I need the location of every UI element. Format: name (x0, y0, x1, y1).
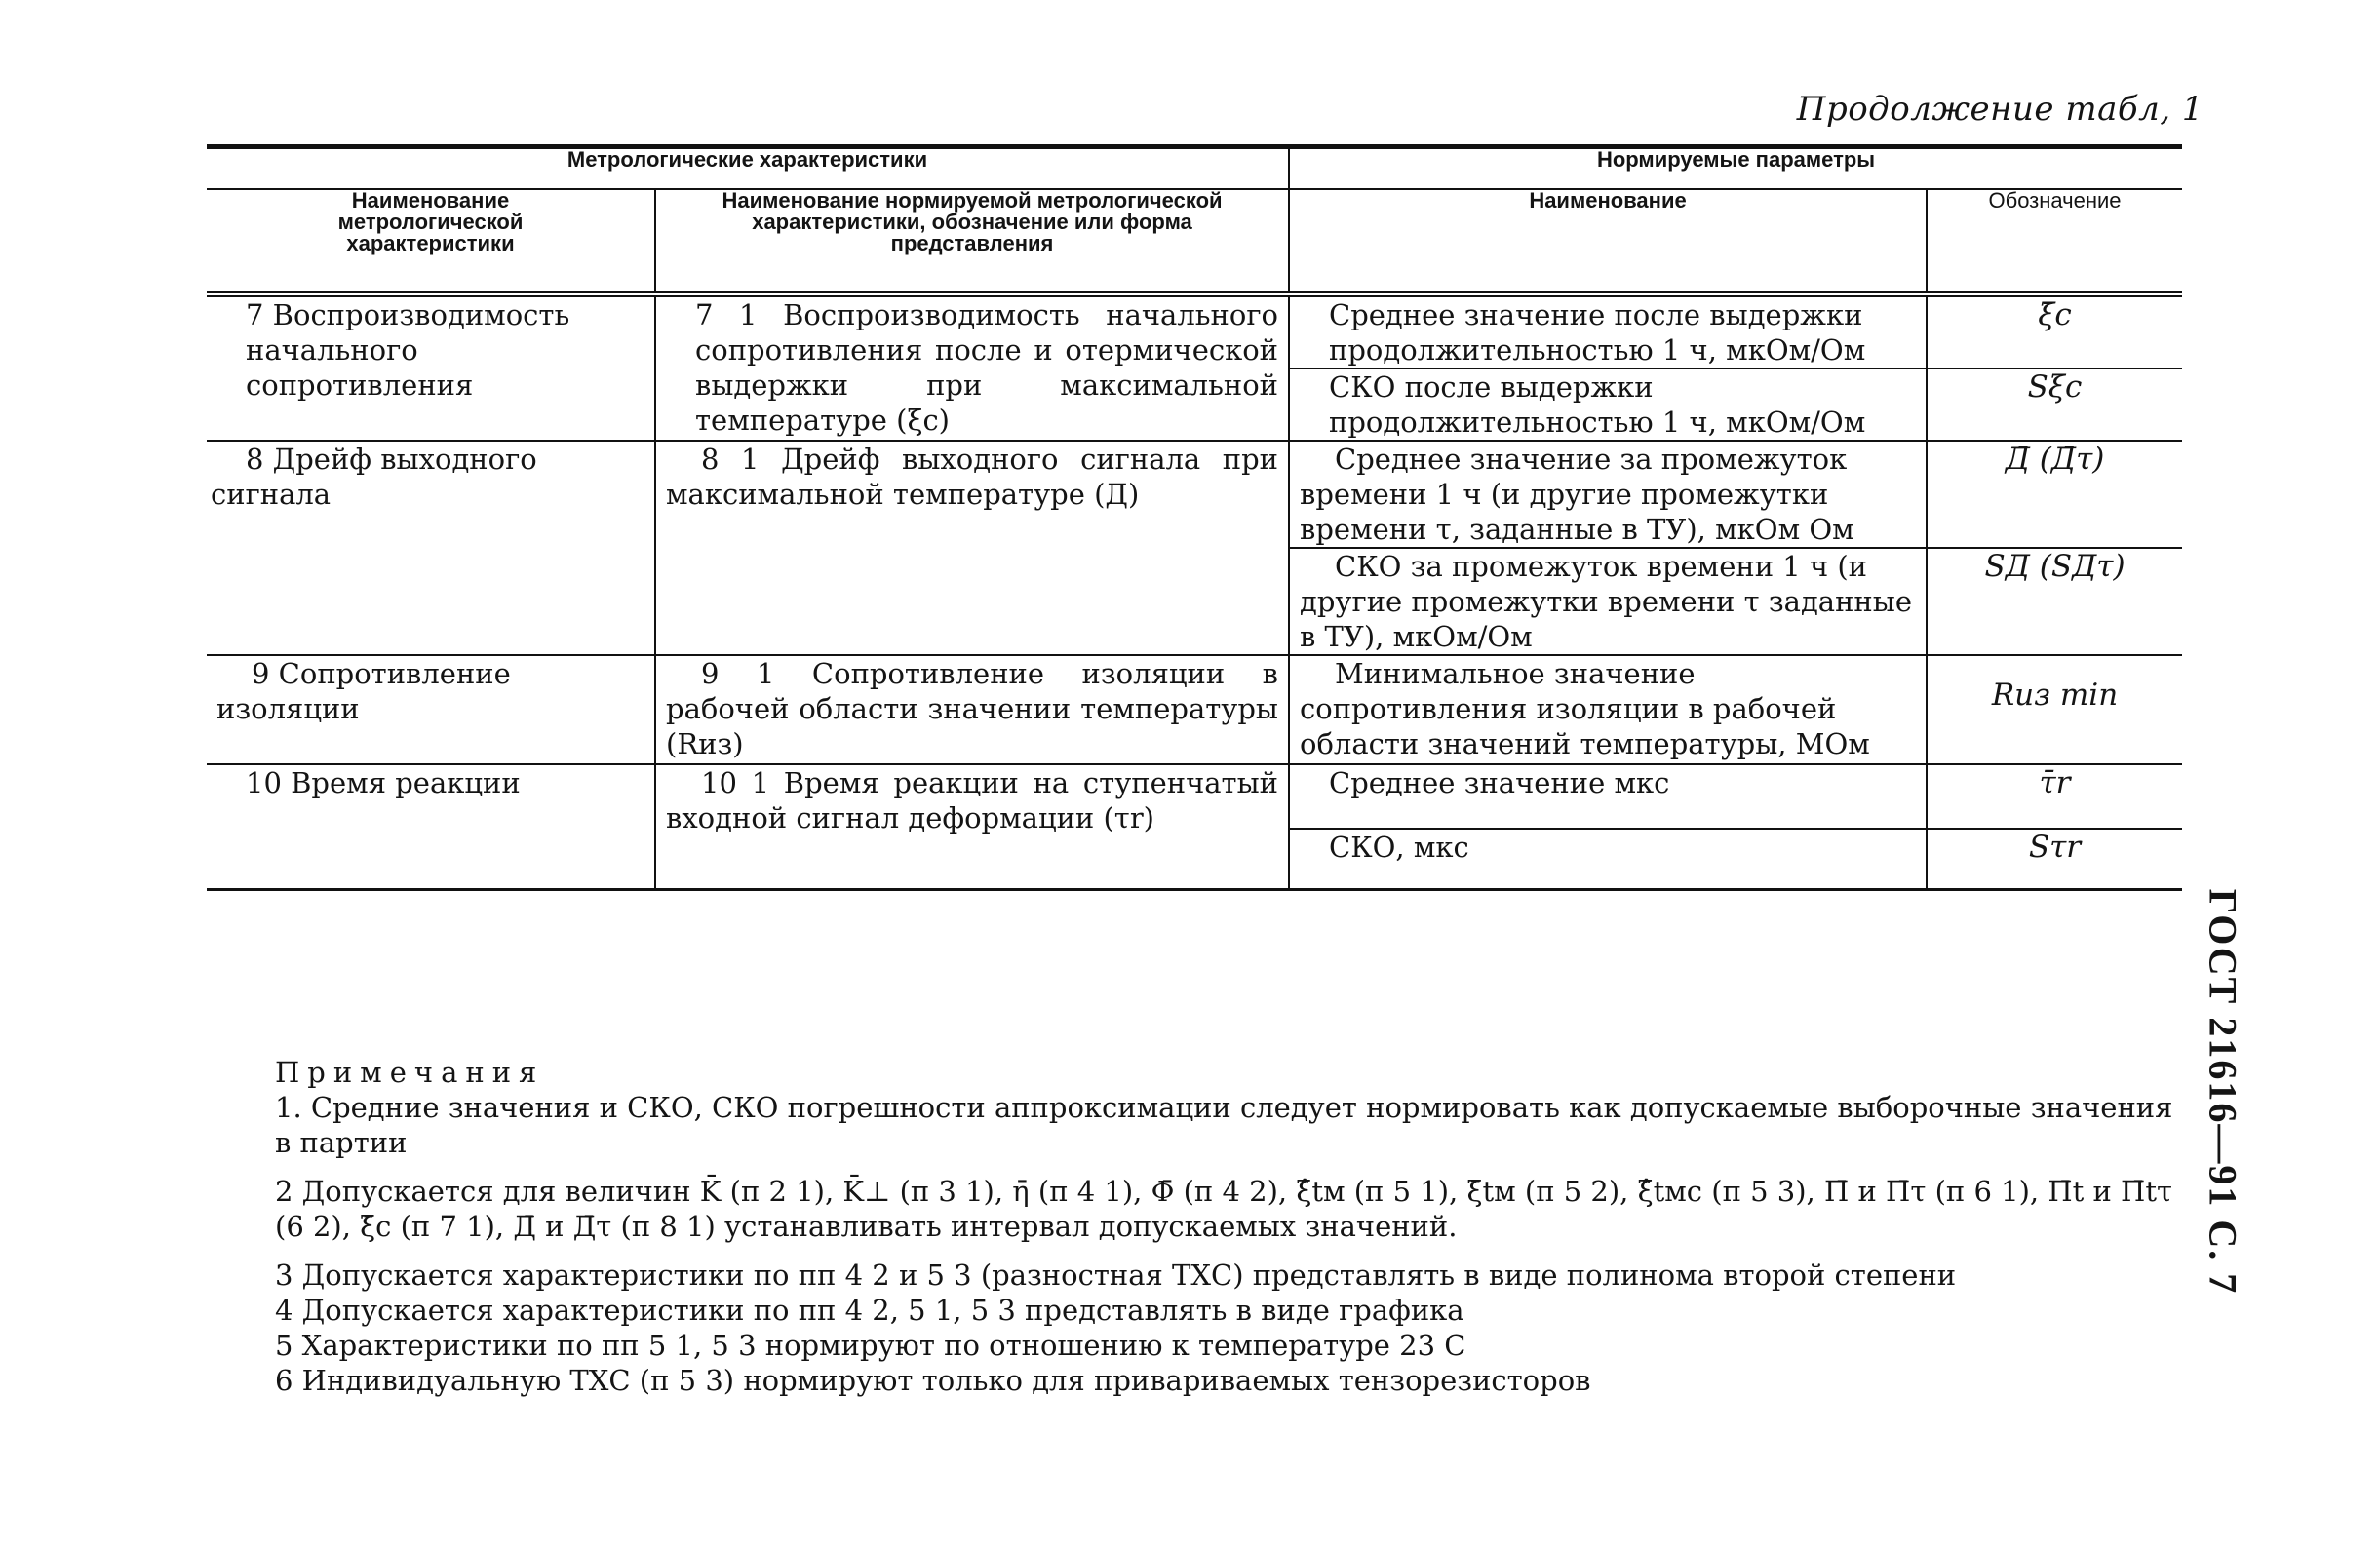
table-row (207, 655, 2182, 764)
note-item: 4 Допускается характеристики по пп 4 2, 5 1, 5 3 представлять в виде графика (275, 1294, 1464, 1327)
characteristic-name: 8 Дрейф выходного сигнала (207, 441, 655, 655)
param-name: Минимальное значение сопротивления изоляции в рабочей области значений температуры, МОм (1289, 655, 1927, 764)
characteristic-name: 7 Воспроизводимость начального сопротивления (207, 294, 655, 441)
col-header-normalized: Наименование нормируемой метрологической характеристики, обозначение или форма представления (655, 189, 1289, 294)
group-header-right: Нормируемые параметры (1289, 147, 2182, 190)
column-header-row (207, 189, 2182, 294)
param-symbol: ξ̄с (1927, 294, 2182, 368)
param-symbol: Rиз min (1927, 655, 2182, 764)
param-name: СКО за промежуток времени 1 ч (и другие промежутки времени τ заданные в ТУ), мкОм/Ом (1289, 548, 1927, 655)
characteristic-name: 10 Время реакции (207, 764, 655, 890)
note-item: 5 Характеристики по пп 5 1, 5 3 нормируют по отношению к температуре 23 С (275, 1329, 1466, 1362)
table-row (207, 441, 2182, 548)
group-header-left: Метрологические характеристики (207, 147, 1289, 190)
param-symbol: Sτr (1927, 829, 2182, 890)
param-symbol: Д̄ (Д̄τ) (1927, 441, 2182, 548)
table-row (207, 764, 2182, 829)
metrology-table (207, 144, 2182, 891)
normalized-characteristic: 9 1 Сопротивление изоляции в рабочей области значении температуры (Rиз) (655, 655, 1289, 764)
note-item: 3 Допускается характеристики по пп 4 2 и 5 3 (разностная ТХС) представлять в виде полинома второй степени (275, 1259, 1957, 1292)
normalized-characteristic: 8 1 Дрейф выходного сигнала при максимальной температуре (Д) (655, 441, 1289, 655)
param-name: СКО после выдержки продолжительностью 1 ч, мкОм/Ом (1289, 368, 1927, 441)
group-header-row (207, 147, 2182, 190)
col-header-symbol: Обозначение (1927, 189, 2182, 294)
param-symbol: SД (SДτ) (1927, 548, 2182, 655)
table-row (207, 294, 2182, 368)
side-code-text: ГОСТ 21616—91 С. 7 (2201, 888, 2245, 1296)
continuation-label: Продолжение табл, 1 (1796, 90, 2204, 129)
param-symbol: Sξс (1927, 368, 2182, 441)
note-item: 1. Средние значения и СКО, СКО погрешности аппроксимации следует нормировать как допускаемые выборочные значения в партии (275, 1091, 2173, 1159)
characteristic-name: 9 Сопротивление изоляции (207, 655, 655, 764)
normalized-characteristic: 7 1 Воспроизводимость начального сопротивления после и отермической выдержки при максимальной температуре (ξс) (655, 294, 1289, 441)
col-header-name: Наименование метрологической характеристики (207, 189, 655, 294)
notes-section (207, 1055, 2182, 1398)
param-symbol: τ̄r (1927, 764, 2182, 829)
param-name: Среднее значение мкс (1289, 764, 1927, 829)
param-name: Среднее значение за промежуток времени 1 ч (и другие промежутки времени τ, заданные в ТУ), мкОм Ом (1289, 441, 1927, 548)
param-name: Среднее значение после выдержки продолжительностью 1 ч, мкОм/Ом (1289, 294, 1927, 368)
note-item: 6 Индивидуальную ТХС (п 5 3) нормируют только для привариваемых тензорезисторов (275, 1364, 1591, 1397)
normalized-characteristic: 10 1 Время реакции на ступенчатый входной сигнал деформации (τr) (655, 764, 1289, 890)
col-header-param-name: Наименование (1289, 189, 1927, 294)
notes-title: Примечания (275, 1056, 545, 1089)
note-item: 2 Допускается для величин K̄ (п 2 1), K̄⊥ (п 3 1), η̄ (п 4 1), Φ̄ (п 4 2), ξ̂tм (п 5 1), ξ̄tм (п 5 2), ξ̂tмс (п 5 3), П̄ и П̄τ (п 6 1), П̄t и П̄tτ (6 2), ξ̄с (п 7 1), Д̄ и Д̄τ (п 8 1) устанавливать интервал допускаемых значений. (275, 1175, 2173, 1243)
param-name: СКО, мкс (1289, 829, 1927, 890)
